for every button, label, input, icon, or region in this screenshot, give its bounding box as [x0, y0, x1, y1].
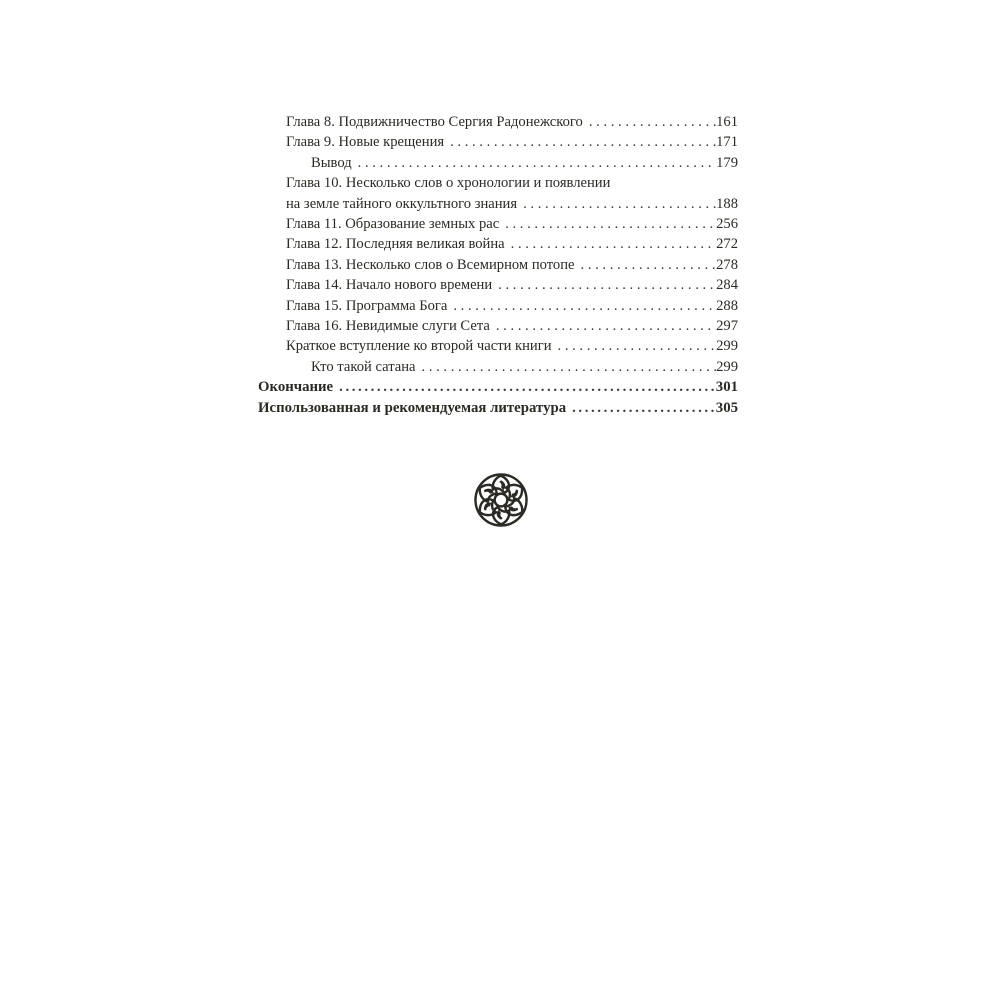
leader-dots: [589, 112, 716, 132]
leader-dots: [505, 214, 716, 234]
toc-entry[interactable]: [258, 316, 738, 336]
toc-entry[interactable]: [258, 357, 738, 377]
toc-entry-title: Глава 8. Подвижничество Сергия Радонежского: [286, 114, 583, 130]
toc-entry-page: 256: [716, 215, 738, 232]
leader-dots: [422, 357, 717, 377]
toc-entry-title: Вывод: [311, 154, 352, 171]
toc-entry-page: 305: [715, 400, 738, 417]
toc-entry[interactable]: [258, 214, 738, 234]
leader-dots: [498, 275, 716, 295]
toc-entry[interactable]: [258, 336, 738, 356]
knot-ornament-icon: [472, 471, 530, 529]
leader-dots: [558, 336, 717, 356]
toc-entry-title-continued: на земле тайного оккультного знания: [286, 195, 518, 212]
toc-entry-page: 299: [716, 358, 738, 375]
toc-entry-title: Глава 15. Программа Бога: [286, 297, 448, 314]
toc-entry-page: 297: [716, 317, 738, 334]
toc-entry-page: 188: [716, 195, 738, 212]
toc-entry[interactable]: [258, 296, 738, 316]
leader-dots: [511, 234, 716, 254]
leader-dots: [339, 377, 716, 398]
toc-entry[interactable]: [258, 132, 738, 152]
toc-entry[interactable]: [258, 377, 738, 398]
toc-entry-title: Кто такой сатана: [311, 358, 416, 375]
toc-entry-page: 161: [716, 114, 738, 130]
toc-entry-title: Окончание: [258, 379, 334, 396]
toc-entry-title: Краткое вступление ко второй части книги: [286, 338, 552, 355]
toc-entry[interactable]: [258, 275, 738, 295]
toc-entry-title: Глава 10. Несколько слов о хронологии и появлении: [286, 175, 611, 192]
toc-entry-title: Глава 9. Новые крещения: [286, 134, 445, 151]
toc-entry-title: Глава 11. Образование земных рас: [286, 215, 500, 232]
toc-entry[interactable]: [258, 255, 738, 275]
leader-dots: [358, 153, 716, 173]
toc-entry[interactable]: [258, 234, 738, 254]
toc-entry[interactable]: [258, 398, 738, 419]
toc-entry-title: Глава 16. Невидимые слуги Сета: [286, 317, 490, 334]
toc-entry-line2[interactable]: [258, 194, 738, 214]
toc-entry-title: Глава 14. Начало нового времени: [286, 277, 493, 294]
toc-entry[interactable]: [258, 112, 738, 132]
toc-entry-page: 301: [715, 379, 738, 396]
leader-dots: [523, 194, 716, 214]
toc-entry-page: 284: [716, 277, 738, 294]
toc-entry-page: 272: [716, 236, 738, 253]
toc-entry-page: 278: [716, 256, 738, 273]
leader-dots: [450, 132, 716, 152]
leader-dots: [572, 398, 716, 419]
leader-dots: [453, 296, 716, 316]
toc-entry-title: Глава 13. Несколько слов о Всемирном потопе: [286, 256, 575, 273]
toc-entry-page: 179: [716, 154, 738, 171]
toc-entry-page: 171: [716, 134, 738, 151]
toc-entry-title: Глава 12. Последняя великая война: [286, 236, 505, 253]
toc-entry-line1[interactable]: [258, 173, 738, 193]
toc-entry-page: 299: [716, 338, 738, 355]
toc-entry[interactable]: [258, 153, 738, 173]
toc-entry-page: 288: [716, 297, 738, 314]
leader-dots: [581, 255, 717, 275]
leader-dots: [496, 316, 716, 336]
table-of-contents: [258, 112, 738, 419]
toc-entry-title: Использованная и рекомендуемая литература: [258, 400, 567, 417]
